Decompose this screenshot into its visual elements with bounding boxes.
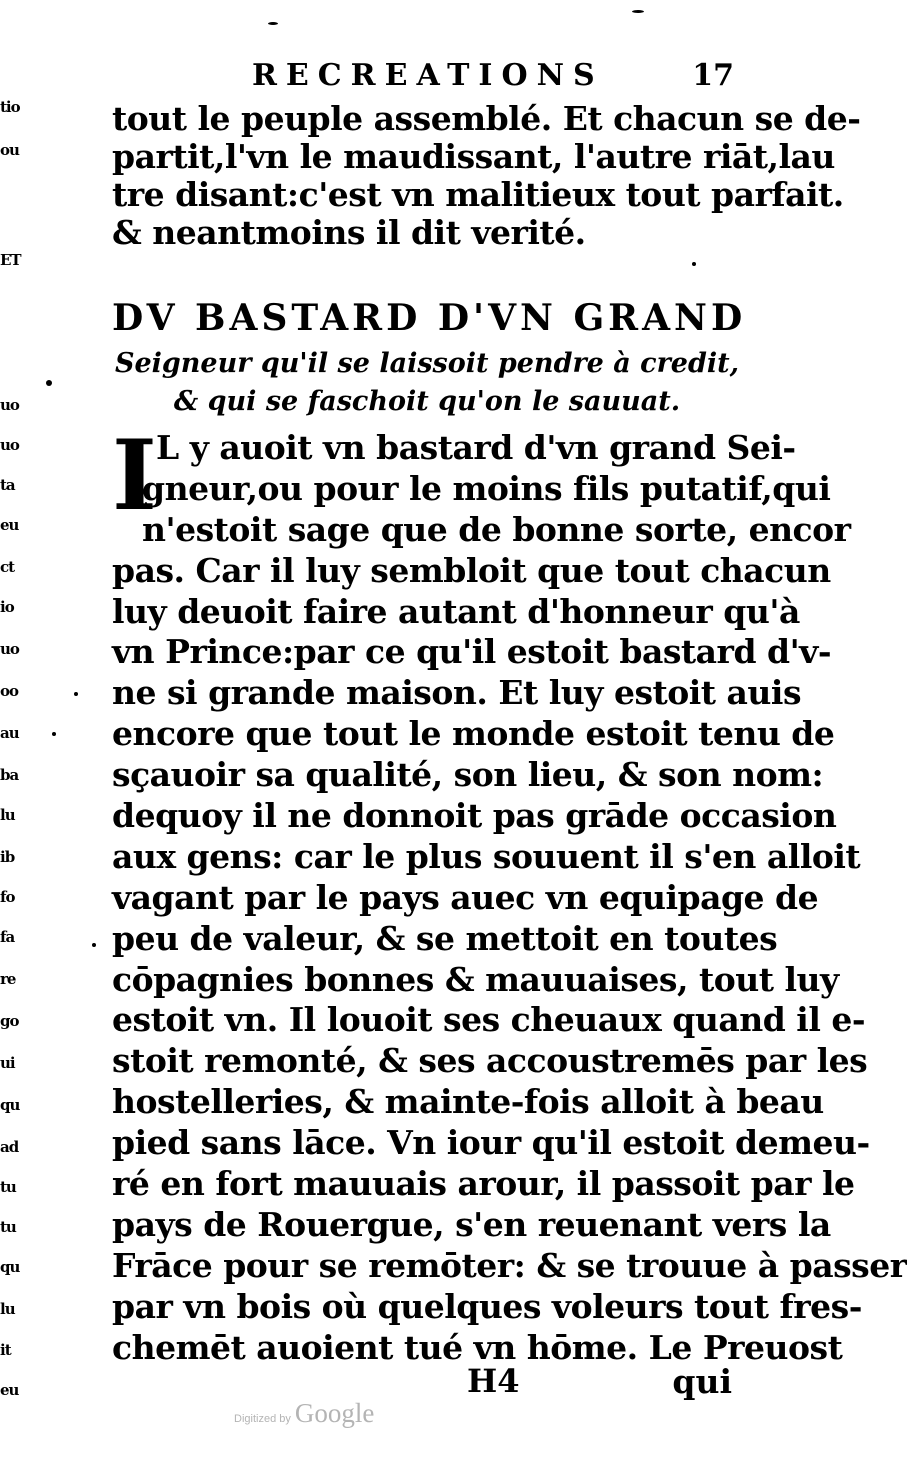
running-header [252,58,742,96]
page-footer [112,1362,742,1402]
digitization-watermark [234,1398,374,1438]
margin-fragment: ct [0,558,15,576]
text-line: partit,l'vn le maudissant, l'autre riāt,lau [112,137,835,176]
margin-fragment: lu [0,1300,15,1318]
text-line: pied sans lāce. Vn iour qu'il estoit demeu- [112,1123,870,1163]
text-line: vagant par le pays auec vn equipage de [112,877,819,917]
page-number: 17 [692,58,734,93]
margin-fragment: tu [0,1178,16,1196]
text-line: aux gens: car le plus souuent il s'en alloit [112,836,861,876]
margin-fragment: eu [0,1381,19,1399]
text-line: sçauoir sa qualité, son lieu, & son nom: [112,755,824,795]
margin-fragment: ta [0,476,15,494]
margin-fragment: uo [0,436,19,454]
watermark-prefix: Digitized by [234,1413,291,1425]
text-line: encore que tout le monde estoit tenu de [112,714,835,754]
text-line: par vn bois où quelques voleurs tout fres- [112,1286,862,1326]
text-line: peu de valeur, & se mettoit en toutes [112,918,778,958]
margin-fragment: oo [0,682,19,700]
margin-fragment: au [0,724,19,742]
margin-fragment: ou [0,141,19,159]
catchword: qui [672,1362,732,1401]
margin-fragment: re [0,970,16,988]
signature-mark: H4 [467,1362,520,1400]
scan-speck [632,10,644,13]
facing-page-margin [0,88,24,1408]
text-line: pas. Car il luy sembloit que tout chacun [112,550,831,590]
scan-speck [92,943,96,947]
running-title: RECREATIONS [252,58,604,93]
margin-fragment: uo [0,640,19,658]
text-line: ré en fort mauuais arour, il passoit par le [112,1164,855,1204]
scan-speck [268,22,278,25]
chapter-subtitle: Seigneur qu'il se laissoit pendre à credit, [114,348,739,379]
text-line: gneur,ou pour le moins fils putatif,qui [142,468,831,508]
text-line: Frāce pour se remōter: & se trouue à passer [112,1245,907,1285]
text-line: ne si grande maison. Et luy estoit auis [112,673,802,713]
chapter-title: DV BASTARD D'VN GRAND [112,297,747,339]
margin-fragment: lu [0,806,15,824]
margin-fragment: fa [0,928,15,946]
margin-fragment: ET [0,251,21,269]
text-line: pays de Rouergue, s'en reuenant vers la [112,1204,831,1244]
margin-fragment: ba [0,766,19,784]
margin-fragment: io [0,598,14,616]
margin-fragment: ad [0,1138,19,1156]
scan-speck [52,732,56,736]
margin-fragment: go [0,1012,19,1030]
body-text [112,419,907,1368]
text-line: chemēt auoient tué vn hōme. Le Preuost [112,1327,843,1367]
margin-fragment: qu [0,1258,20,1276]
margin-fragment: uo [0,396,19,414]
scan-speck [74,692,78,696]
scan-speck [692,262,696,266]
margin-fragment: tu [0,1218,16,1236]
text-line: tout le peuple assemblé. Et chacun se de- [112,99,861,138]
text-line: hostelleries, & mainte-fois alloit à beau [112,1082,824,1122]
margin-fragment: ui [0,1054,15,1072]
continuation-text [112,99,861,252]
margin-fragment: qu [0,1096,20,1114]
drop-cap: I [112,419,157,532]
google-logo: Google [294,1398,375,1428]
text-line: & neantmoins il dit verité. [112,213,586,252]
scan-speck [46,380,52,386]
text-line: luy deuoit faire autant d'honneur qu'à [112,591,800,631]
text-line: stoit remonté, & ses accoustremēs par les [112,1041,868,1081]
text-line: L y auoit vn bastard d'vn grand Sei- [156,428,796,467]
chapter-subtitle: & qui se faschoit qu'on le sauuat. [173,386,681,417]
text-line: dequoy il ne donnoit pas grāde occasion [112,796,837,836]
margin-fragment: fo [0,888,15,906]
text-line: n'estoit sage que de bonne sorte, encor [142,509,851,549]
margin-fragment: eu [0,516,19,534]
margin-fragment: it [0,1341,11,1359]
text-line: vn Prince:par ce qu'il estoit bastard d'v- [112,632,832,672]
text-line: estoit vn. Il louoit ses cheuaux quand il e- [112,1000,866,1040]
margin-fragment: tio [0,98,20,116]
text-line: cōpagnies bonnes & mauuaises, tout luy [112,959,839,999]
margin-fragment: ib [0,848,15,866]
text-line: tre disant:c'est vn malitieux tout parfait. [112,175,844,214]
